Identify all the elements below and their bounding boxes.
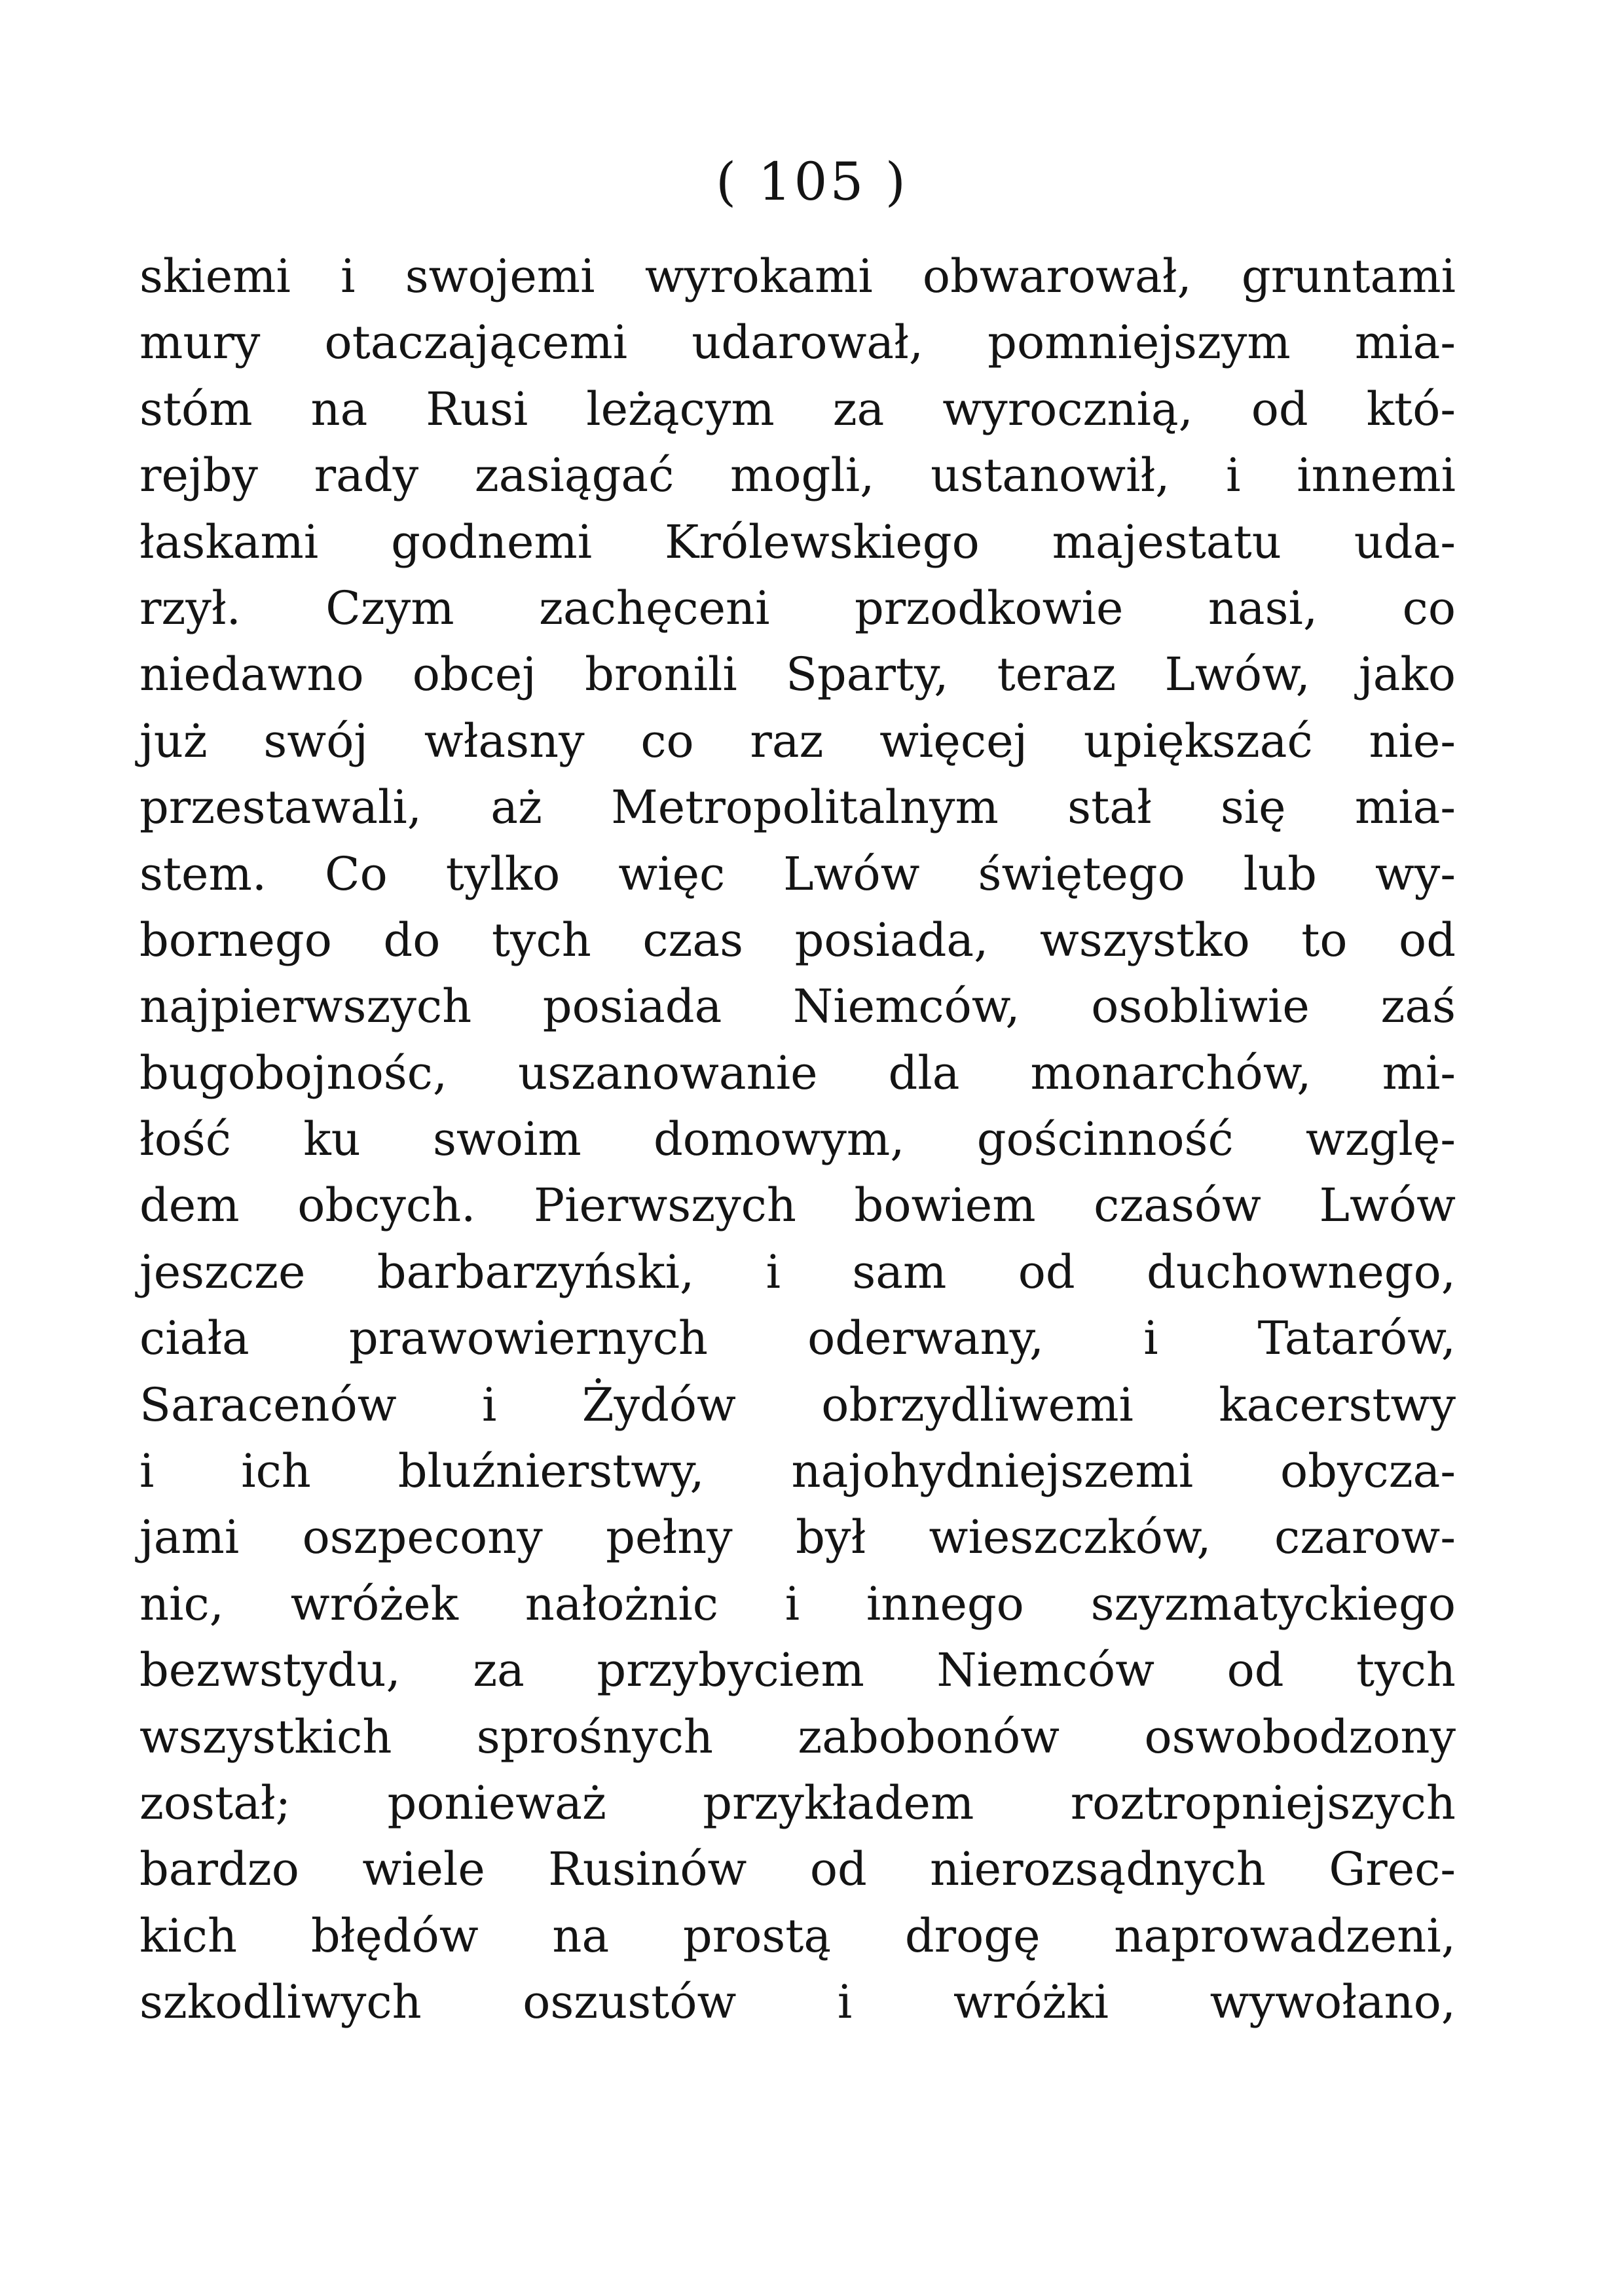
text-line: wszystkich sprośnych zabobonów oswobodzony xyxy=(139,1709,1456,1764)
body-text xyxy=(139,244,1456,2036)
text-line: Saracenów i Żydów obrzydliwemi kacerstwy xyxy=(139,1377,1456,1432)
text-line: przestawali, aż Metropolitalnym stał się mia- xyxy=(139,780,1456,835)
text-line: dem obcych. Pierwszych bowiem czasów Lwów xyxy=(139,1178,1456,1233)
text-line: bardzo wiele Rusinów od nierozsądnych Grec- xyxy=(139,1842,1456,1897)
text-line: niedawno obcej bronili Sparty, teraz Lwów, jako xyxy=(139,647,1456,702)
text-line: najpierwszych posiada Niemców, osobliwie zaś xyxy=(139,979,1456,1034)
text-line: stem. Co tylko więc Lwów świętego lub wy- xyxy=(139,847,1456,901)
text-line: mury otaczającemi udarował, pomniejszym mia- xyxy=(139,316,1456,370)
text-line: łość ku swoim domowym, gościnność wzglę- xyxy=(139,1112,1456,1167)
page-number: ( 105 ) xyxy=(716,151,908,212)
text-line: rejby rady zasiągać mogli, ustanowił, i innemi xyxy=(139,448,1456,503)
text-line: stóm na Rusi leżącym za wyrocznią, od któ- xyxy=(139,382,1456,436)
text-line: skiemi i swojemi wyrokami obwarował, gruntami xyxy=(139,249,1456,303)
text-line: nic, wróżek nałożnic i innego szyzmatyckiego xyxy=(139,1576,1456,1631)
text-line: już swój własny co raz więcej upiększać nie- xyxy=(139,714,1456,768)
text-line: jeszcze barbarzyński, i sam od duchownego, xyxy=(139,1245,1456,1299)
text-line: łaskami godnemi Królewskiego majestatu uda- xyxy=(139,515,1456,569)
text-line: został; ponieważ przykładem roztropniejszych xyxy=(139,1776,1456,1830)
text-line: bezwstydu, za przybyciem Niemców od tych xyxy=(139,1643,1456,1698)
text-line: i ich bluźnierstwy, najohydniejszemi obycza- xyxy=(139,1444,1456,1499)
text-line: rzył. Czym zachęceni przodkowie nasi, co xyxy=(139,581,1456,635)
text-line: kich błędów na prostą drogę naprowadzeni, xyxy=(139,1908,1456,1963)
text-line: bugobojnośc, uszanowanie dla monarchów, mi- xyxy=(139,1046,1456,1100)
text-line: jami oszpecony pełny był wieszczków, czarow- xyxy=(139,1510,1456,1565)
text-line: bornego do tych czas posiada, wszystko to od xyxy=(139,913,1456,967)
text-line: ciała prawowiernych oderwany, i Tatarów, xyxy=(139,1311,1456,1366)
text-line: szkodliwych oszustów i wróżki wywołano, xyxy=(139,1975,1456,2030)
